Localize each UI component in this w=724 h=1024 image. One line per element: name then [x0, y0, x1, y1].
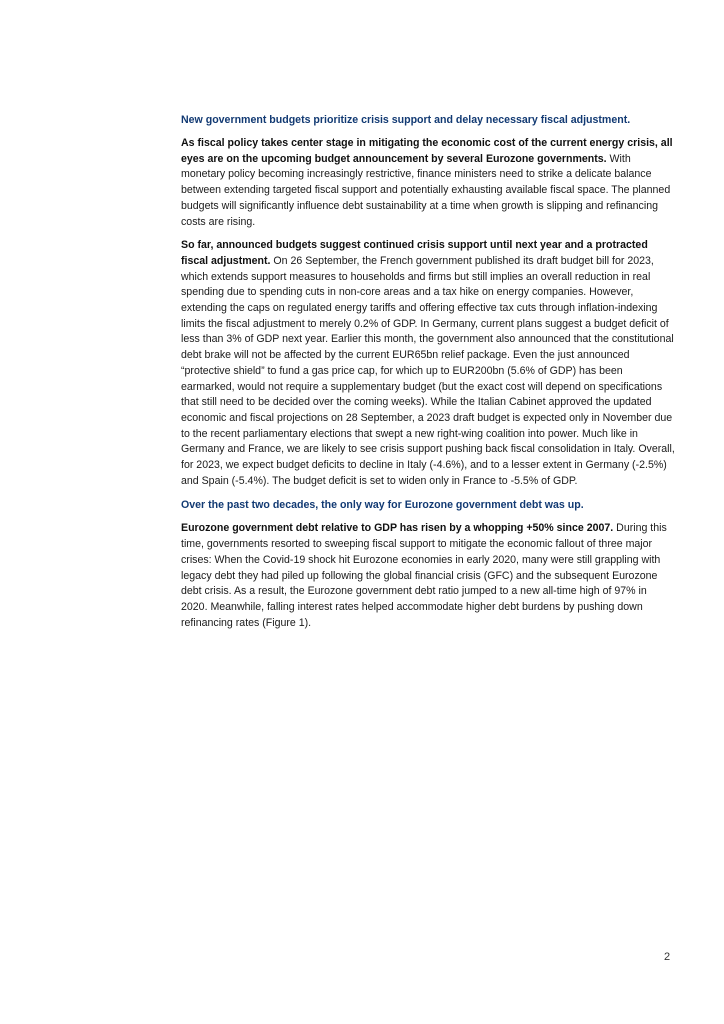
paragraph-lead-text: Eurozone government debt relative to GDP has risen by a whopping +50% since 2007.	[181, 522, 614, 535]
paragraph-fiscal-policy	[181, 136, 675, 230]
paragraph-body-text: On 26 September, the French government published its draft budget bill for 2023, which extends support measures to households and firms but still implies an overall reduction in real spending due to spending cuts in non-core areas and a tax hike on energy companies. However, extending the caps on regulated energy tariffs and offering effective tax cuts through inflation-indexing limits the fiscal adjustment to merely 0.2% of GDP. In Germany, current plans suggest a budget deficit of less than 3% of GDP next year. Earlier this month, the government also announced that the constitutional debt brake will not be affected by the current EUR65bn relief package. Even the just announced “protective shield” to fund a gas price cap, for which up to EUR200bn (5.6% of GDP) has been earmarked, would not require a supplementary budget (but the exact cost will depend on specifications that still need to be decided over the coming weeks). While the Italian Cabinet approved the updated economic and fiscal projections on 28 September, a 2023 draft budget is expected only in November due to the recent parliamentary elections that swept a new right-wing coalition into power. Much like in Germany and France, we are likely to see crisis support pushing back fiscal consolidation in Italy. Overall, for 2023, we expect budget deficits to decline in Italy (-4.6%), and to a lesser extent in Germany (-2.5%) and Spain (-5.4%). The budget deficit is set to widen only in France to -5.5% of GDP.	[181, 254, 675, 487]
document-body	[181, 112, 675, 639]
page-number: 2	[664, 951, 671, 963]
section-heading-budgets: New government budgets prioritize crisis support and delay necessary fiscal adjustment.	[181, 114, 631, 126]
paragraph-lead-text: As fiscal policy takes center stage in mitigating the economic cost of the current energy crisis, all eyes are on the upcoming budget announcement by several Eurozone governments.	[181, 137, 673, 165]
paragraph-lead-text: So far, announced budgets suggest continued crisis support until next year and a protracted fiscal adjustment.	[181, 239, 648, 267]
paragraph-body-text: With monetary policy becoming increasingly restrictive, finance ministers need to strike a delicate balance between extending targeted fiscal support and potentially exhausting available fiscal space. The planned budgets will significantly influence debt sustainability at a time when growth is slipping and refinancing costs are rising.	[181, 152, 671, 228]
paragraph-debt-ratio	[181, 521, 675, 631]
paragraph-announced-budgets	[181, 238, 675, 489]
section-heading-debt: Over the past two decades, the only way for Eurozone government debt was up.	[181, 499, 584, 512]
paragraph-body-text: During this time, governments resorted to sweeping fiscal support to mitigate the economic fallout of three major crises: When the Covid-19 shock hit Eurozone economies in early 2020, many were still grappling with legacy debt they had piled up following the global financial crisis (GFC) and the subsequent Eurozone debt crisis. As a result, the Eurozone government debt ratio jumped to a new all-time high of 97% in 2020. Meanwhile, falling interest rates helped accommodate higher debt burdens by pushing down refinancing rates (Figure 1).	[181, 522, 667, 629]
